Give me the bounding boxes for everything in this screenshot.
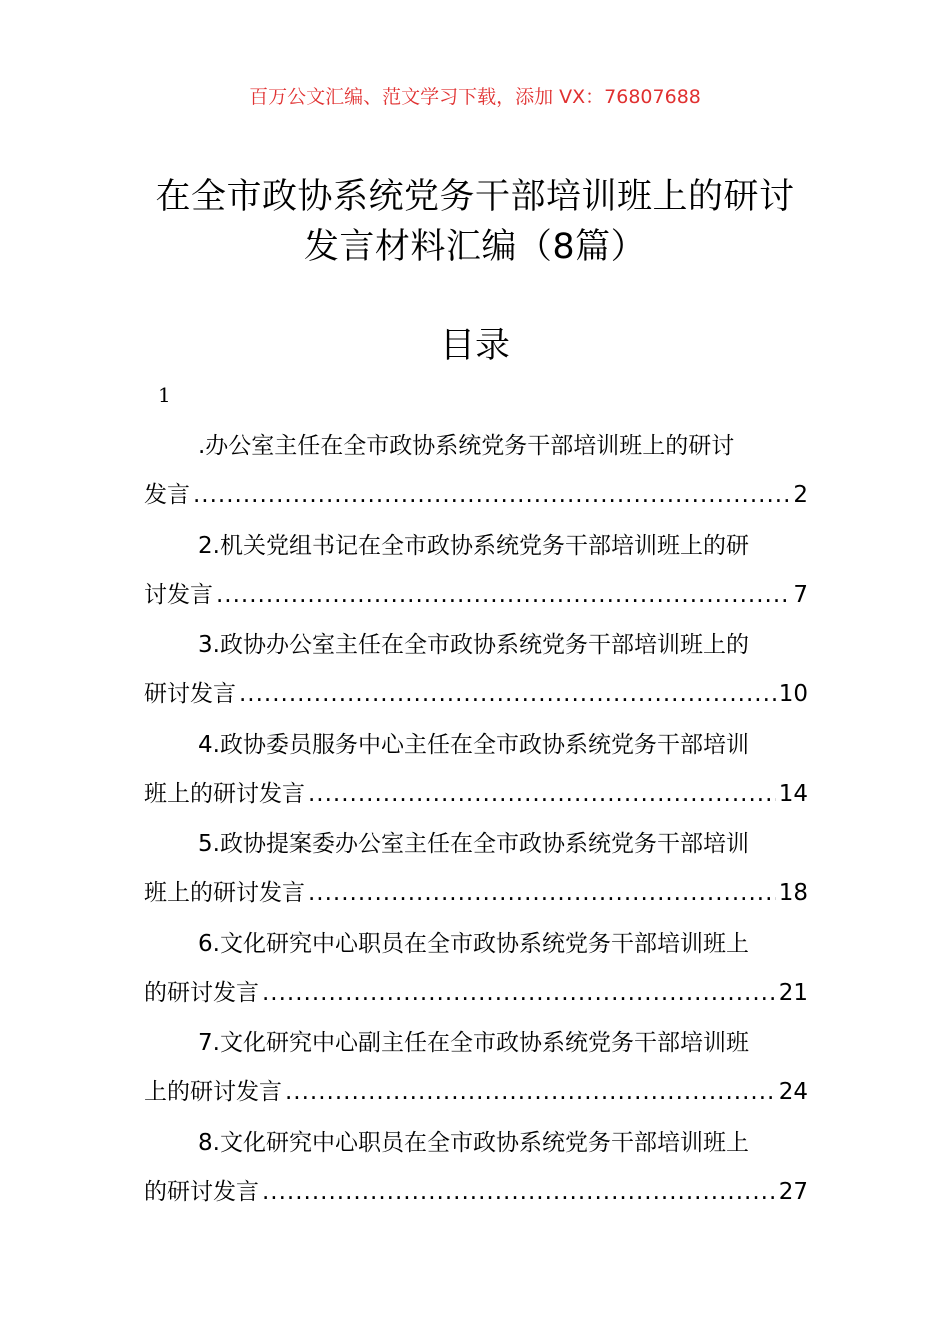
- toc-entry-title-continued: 班上的研讨发言: [144, 880, 305, 906]
- document-title: [110, 172, 840, 272]
- toc-entry-1[interactable]: [144, 421, 808, 521]
- dot-leader: [262, 1168, 776, 1217]
- dot-leader: [216, 571, 790, 620]
- toc-entry-title: 4.政协委员服务中心主任在全市政协系统党务干部培训: [198, 731, 749, 758]
- toc-page-number: 18: [778, 880, 808, 906]
- toc-entry-title-continued: 研讨发言: [144, 681, 236, 707]
- toc-entry-title-continued: 上的研讨发言: [144, 1079, 282, 1105]
- toc-page-number: 14: [778, 780, 808, 807]
- toc-entry-title-continued: 的研讨发言: [144, 1178, 259, 1205]
- watermark-banner: 百万公文汇编、范文学习下载，添加 VX：76807688: [249, 86, 701, 108]
- toc-entry-title-continued: 讨发言: [144, 581, 213, 608]
- stray-number: 1: [158, 383, 171, 407]
- toc-entry-5[interactable]: [144, 819, 808, 919]
- table-of-contents: [144, 421, 808, 1217]
- toc-entry-6[interactable]: [144, 919, 808, 1019]
- toc-entry-title-continued: 的研讨发言: [144, 979, 259, 1006]
- toc-page-number: 7: [793, 581, 808, 608]
- dot-leader: [193, 471, 790, 520]
- toc-entry-title: 6.文化研究中心职员在全市政协系统党务干部培训班上: [198, 930, 749, 957]
- toc-heading: 目录: [439, 326, 510, 366]
- toc-entry-2[interactable]: [144, 521, 808, 621]
- toc-entry-title: 5.政协提案委办公室主任在全市政协系统党务干部培训: [198, 831, 749, 857]
- title-line-2: 发言材料汇编（8篇）: [303, 227, 647, 267]
- toc-page-number: 21: [778, 979, 808, 1006]
- toc-page-number: 2: [793, 482, 808, 508]
- dot-leader: [285, 1068, 776, 1117]
- toc-entry-title: 3.政协办公室主任在全市政协系统党务干部培训班上的: [198, 632, 749, 658]
- dot-leader: [308, 869, 776, 918]
- dot-leader: [239, 670, 776, 719]
- toc-entry-title: .办公室主任在全市政协系统党务干部培训班上的研讨: [198, 433, 735, 459]
- toc-entry-4[interactable]: [144, 720, 808, 820]
- toc-entry-title-continued: 班上的研讨发言: [144, 780, 305, 807]
- toc-entry-8[interactable]: [144, 1118, 808, 1218]
- toc-entry-title: 2.机关党组书记在全市政协系统党务干部培训班上的研: [198, 532, 749, 559]
- toc-entry-title: 8.文化研究中心职员在全市政协系统党务干部培训班上: [198, 1129, 749, 1156]
- toc-entry-7[interactable]: [144, 1018, 808, 1118]
- toc-entry-title-continued: 发言: [144, 482, 190, 508]
- toc-page-number: 27: [778, 1178, 808, 1205]
- toc-entry-3[interactable]: [144, 620, 808, 720]
- toc-entry-title: 7.文化研究中心副主任在全市政协系统党务干部培训班: [198, 1030, 749, 1056]
- title-line-1: 在全市政协系统党务干部培训班上的研讨: [155, 177, 795, 217]
- dot-leader: [262, 969, 776, 1018]
- toc-page-number: 24: [778, 1079, 808, 1105]
- dot-leader: [308, 770, 776, 819]
- toc-page-number: 10: [778, 681, 808, 707]
